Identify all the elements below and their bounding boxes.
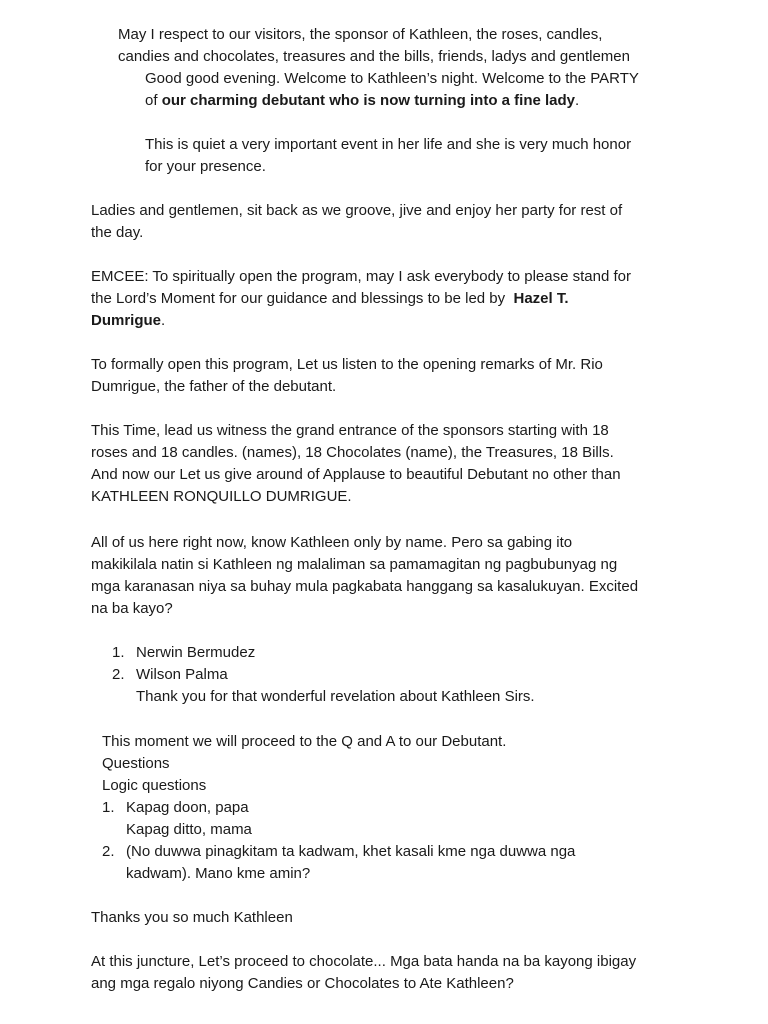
emcee-paragraph [91,266,631,332]
sit-back-line-2: the day. [91,224,144,241]
speakers-thanks: Thank you for that wonderful revelation about Kathleen Sirs. [136,688,535,705]
emcee-line-1: EMCEE: To spiritually open the program, may I ask everybody to please stand for [91,268,631,285]
name-line-2: makikilala natin si Kathleen ng malaliman sa pamamagitan ng pagbubunyag ng [91,556,618,573]
entrance-paragraph [91,420,621,508]
intro-line-4-prefix: of [145,92,162,109]
entrance-line-1: This Time, lead us witness the grand entrance of the sponsors starting with 18 [91,422,609,439]
opening-line-2: Dumrigue, the father of the debutant. [91,378,337,395]
qa-question-number: 1. [102,799,115,816]
intro-paragraph [118,24,630,68]
name-paragraph [91,532,638,620]
intro-line-2: candies and chocolates, treasures and the bills, friends, ladys and gentlemen [118,48,630,65]
entrance-line-3: And now our Let us give around of Applause to beautiful Debutant no other than [91,466,621,483]
opening-paragraph [91,354,603,398]
intro-welcome [145,68,639,112]
list-item-name: Wilson Palma [136,666,228,683]
intro-line-1: May I respect to our visitors, the sponsor of Kathleen, the roses, candles, [118,26,603,43]
list-item-name: Nerwin Bermudez [136,644,256,661]
intro-line-6: for your presence. [145,158,266,175]
qa-line-3: Logic questions [102,777,207,794]
sit-back-line-1: Ladies and gentlemen, sit back as we groove, jive and enjoy her party for rest of [91,202,623,219]
thanks-paragraph [91,907,293,929]
qa-question-2-line-1: (No duwwa pinagkitam ta kadwam, khet kasali kme nga duwwa nga [126,843,576,860]
emcee-line-2 [91,288,631,310]
qa-question-1 [102,797,575,819]
entrance-line-4: KATHLEEN RONQUILLO DUMRIGUE. [91,488,352,505]
name-line-1: All of us here right now, know Kathleen only by name. Pero sa gabing ito [91,534,573,551]
chocolate-line-2: ang mga regalo niyong Candies or Chocolates to Ate Kathleen? [91,975,514,992]
qa-question-2 [102,841,575,863]
sit-back-paragraph [91,200,622,244]
qa-question-1-line-2: Kapag ditto, mama [126,821,252,838]
emcee-line-2-bold: Hazel T. [513,290,569,307]
thanks-line-1: Thanks you so much Kathleen [91,909,293,926]
name-line-3: mga karanasan niya sa buhay mula pagkabata hanggang sa kasalukuyan. Excited [91,578,639,595]
list-item-number: 2. [112,666,125,683]
opening-line-1: To formally open this program, Let us listen to the opening remarks of Mr. Rio [91,356,603,373]
chocolate-paragraph [91,951,636,995]
qa-question-number: 2. [102,843,115,860]
qa-line-1: This moment we will proceed to the Q and A to our Debutant. [102,733,507,750]
qa-question-1-line-1: Kapag doon, papa [126,799,249,816]
list-item-number: 1. [112,644,125,661]
emcee-line-3-suffix: . [161,312,166,329]
qa-section [102,731,575,885]
name-line-4: na ba kayo? [91,600,173,617]
speakers-list [112,642,535,708]
qa-line-2: Questions [102,755,170,772]
intro-line-5: This is quiet a very important event in her life and she is very much honor [145,136,632,153]
entrance-line-2: roses and 18 candles. (names), 18 Chocolates (name), the Treasures, 18 Bills. [91,444,614,461]
intro-line-3: Good good evening. Welcome to Kathleen’s night. Welcome to the PARTY [145,70,639,87]
emcee-line-2-prefix: the Lord’s Moment for our guidance and blessings to be led by [91,290,514,307]
intro-line-4-bold: our charming debutant who is now turning into a fine lady [161,92,576,109]
intro-line-4 [145,90,639,112]
intro-line-4-suffix: . [575,92,580,109]
intro-honor [145,134,631,178]
emcee-line-3-bold: Dumrigue [91,312,162,329]
list-item [112,642,535,664]
list-item [112,664,535,686]
emcee-line-3 [91,310,631,332]
qa-question-2-line-2: kadwam). Mano kme amin? [126,865,311,882]
chocolate-line-1: At this juncture, Let’s proceed to chocolate... Mga bata handa na ba kayong ibigay [91,953,637,970]
